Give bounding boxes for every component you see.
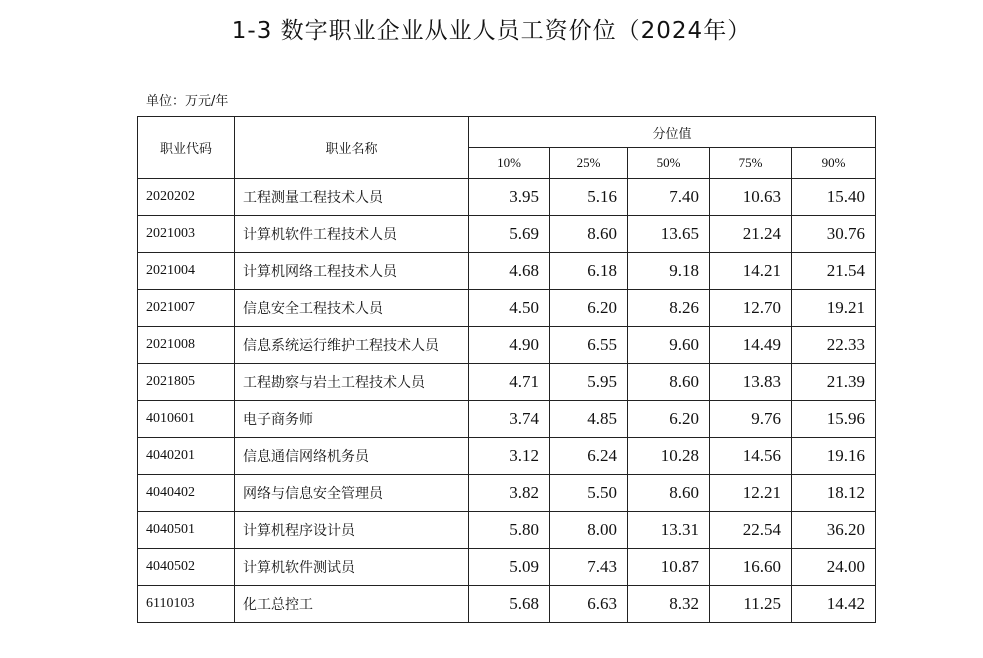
- salary-p75-value: 11.25: [710, 586, 792, 623]
- salary-p10-value: 3.82: [469, 475, 550, 512]
- occupation-code: 2021008: [138, 327, 235, 364]
- salary-p75-value: 16.60: [710, 549, 792, 586]
- salary-p25-value: 7.43: [550, 549, 628, 586]
- header-p25: 25%: [550, 148, 628, 179]
- occupation-code: 4040502: [138, 549, 235, 586]
- table-row: [138, 401, 876, 438]
- table-header-row: [138, 117, 876, 148]
- salary-p10-value: 5.69: [469, 216, 550, 253]
- table-row: [138, 179, 876, 216]
- salary-p50-value: 8.26: [628, 290, 710, 327]
- salary-p50-value: 10.87: [628, 549, 710, 586]
- occupation-name: 化工总控工: [235, 586, 469, 623]
- salary-p25-value: 6.20: [550, 290, 628, 327]
- salary-p75-value: 10.63: [710, 179, 792, 216]
- table-row: [138, 327, 876, 364]
- salary-p50-value: 7.40: [628, 179, 710, 216]
- header-p75: 75%: [710, 148, 792, 179]
- salary-p50-value: 6.20: [628, 401, 710, 438]
- header-percentile-group: 分位值: [469, 117, 876, 148]
- occupation-name: 计算机网络工程技术人员: [235, 253, 469, 290]
- salary-p75-value: 13.83: [710, 364, 792, 401]
- salary-p50-value: 8.60: [628, 364, 710, 401]
- occupation-name: 信息系统运行维护工程技术人员: [235, 327, 469, 364]
- salary-p25-value: 5.16: [550, 179, 628, 216]
- table-row: [138, 216, 876, 253]
- salary-p10-value: 4.90: [469, 327, 550, 364]
- occupation-name: 信息安全工程技术人员: [235, 290, 469, 327]
- occupation-name: 计算机软件工程技术人员: [235, 216, 469, 253]
- table-row: [138, 512, 876, 549]
- salary-p75-value: 9.76: [710, 401, 792, 438]
- salary-p25-value: 6.18: [550, 253, 628, 290]
- header-p50: 50%: [628, 148, 710, 179]
- occupation-code: 4040201: [138, 438, 235, 475]
- salary-p75-value: 14.56: [710, 438, 792, 475]
- salary-p50-value: 13.65: [628, 216, 710, 253]
- salary-p25-value: 8.00: [550, 512, 628, 549]
- salary-p75-value: 14.21: [710, 253, 792, 290]
- occupation-code: 2021004: [138, 253, 235, 290]
- salary-p75-value: 22.54: [710, 512, 792, 549]
- occupation-code: 2020202: [138, 179, 235, 216]
- table-row: [138, 364, 876, 401]
- salary-p10-value: 5.09: [469, 549, 550, 586]
- salary-p10-value: 5.80: [469, 512, 550, 549]
- header-p10: 10%: [469, 148, 550, 179]
- salary-p50-value: 10.28: [628, 438, 710, 475]
- salary-p90-value: 21.54: [792, 253, 876, 290]
- salary-p10-value: 4.71: [469, 364, 550, 401]
- salary-p25-value: 6.24: [550, 438, 628, 475]
- salary-p50-value: 8.32: [628, 586, 710, 623]
- header-name: 职业名称: [235, 117, 469, 179]
- salary-p90-value: 30.76: [792, 216, 876, 253]
- salary-p25-value: 5.95: [550, 364, 628, 401]
- salary-p10-value: 5.68: [469, 586, 550, 623]
- occupation-name: 信息通信网络机务员: [235, 438, 469, 475]
- salary-p10-value: 3.95: [469, 179, 550, 216]
- occupation-name: 网络与信息安全管理员: [235, 475, 469, 512]
- salary-p10-value: 4.68: [469, 253, 550, 290]
- occupation-name: 计算机程序设计员: [235, 512, 469, 549]
- header-code: 职业代码: [138, 117, 235, 179]
- salary-p10-value: 3.12: [469, 438, 550, 475]
- occupation-code: 2021003: [138, 216, 235, 253]
- salary-p75-value: 12.70: [710, 290, 792, 327]
- table-row: [138, 586, 876, 623]
- header-p90: 90%: [792, 148, 876, 179]
- occupation-code: 4040402: [138, 475, 235, 512]
- occupation-name: 工程测量工程技术人员: [235, 179, 469, 216]
- table-row: [138, 438, 876, 475]
- salary-p50-value: 13.31: [628, 512, 710, 549]
- salary-p25-value: 5.50: [550, 475, 628, 512]
- salary-p90-value: 15.40: [792, 179, 876, 216]
- salary-p90-value: 21.39: [792, 364, 876, 401]
- occupation-code: 2021805: [138, 364, 235, 401]
- salary-p25-value: 6.55: [550, 327, 628, 364]
- unit-label: 单位：万元/年: [146, 94, 229, 109]
- salary-p25-value: 8.60: [550, 216, 628, 253]
- salary-p50-value: 9.60: [628, 327, 710, 364]
- salary-p10-value: 4.50: [469, 290, 550, 327]
- salary-p50-value: 9.18: [628, 253, 710, 290]
- page-title: 1-3 数字职业企业从业人员工资价位（2024年）: [231, 18, 752, 44]
- occupation-name: 计算机软件测试员: [235, 549, 469, 586]
- salary-p90-value: 19.16: [792, 438, 876, 475]
- salary-p75-value: 12.21: [710, 475, 792, 512]
- salary-p75-value: 14.49: [710, 327, 792, 364]
- occupation-name: 工程勘察与岩土工程技术人员: [235, 364, 469, 401]
- salary-p90-value: 24.00: [792, 549, 876, 586]
- occupation-code: 6110103: [138, 586, 235, 623]
- salary-p25-value: 6.63: [550, 586, 628, 623]
- table-body: [138, 179, 876, 623]
- salary-p90-value: 15.96: [792, 401, 876, 438]
- salary-p90-value: 19.21: [792, 290, 876, 327]
- salary-table: [137, 116, 876, 623]
- table-row: [138, 475, 876, 512]
- salary-p90-value: 14.42: [792, 586, 876, 623]
- occupation-code: 4010601: [138, 401, 235, 438]
- salary-p50-value: 8.60: [628, 475, 710, 512]
- salary-p90-value: 18.12: [792, 475, 876, 512]
- salary-p90-value: 36.20: [792, 512, 876, 549]
- table-row: [138, 549, 876, 586]
- occupation-code: 4040501: [138, 512, 235, 549]
- salary-p25-value: 4.85: [550, 401, 628, 438]
- salary-p90-value: 22.33: [792, 327, 876, 364]
- table-row: [138, 290, 876, 327]
- occupation-code: 2021007: [138, 290, 235, 327]
- salary-p10-value: 3.74: [469, 401, 550, 438]
- table-row: [138, 253, 876, 290]
- occupation-name: 电子商务师: [235, 401, 469, 438]
- salary-p75-value: 21.24: [710, 216, 792, 253]
